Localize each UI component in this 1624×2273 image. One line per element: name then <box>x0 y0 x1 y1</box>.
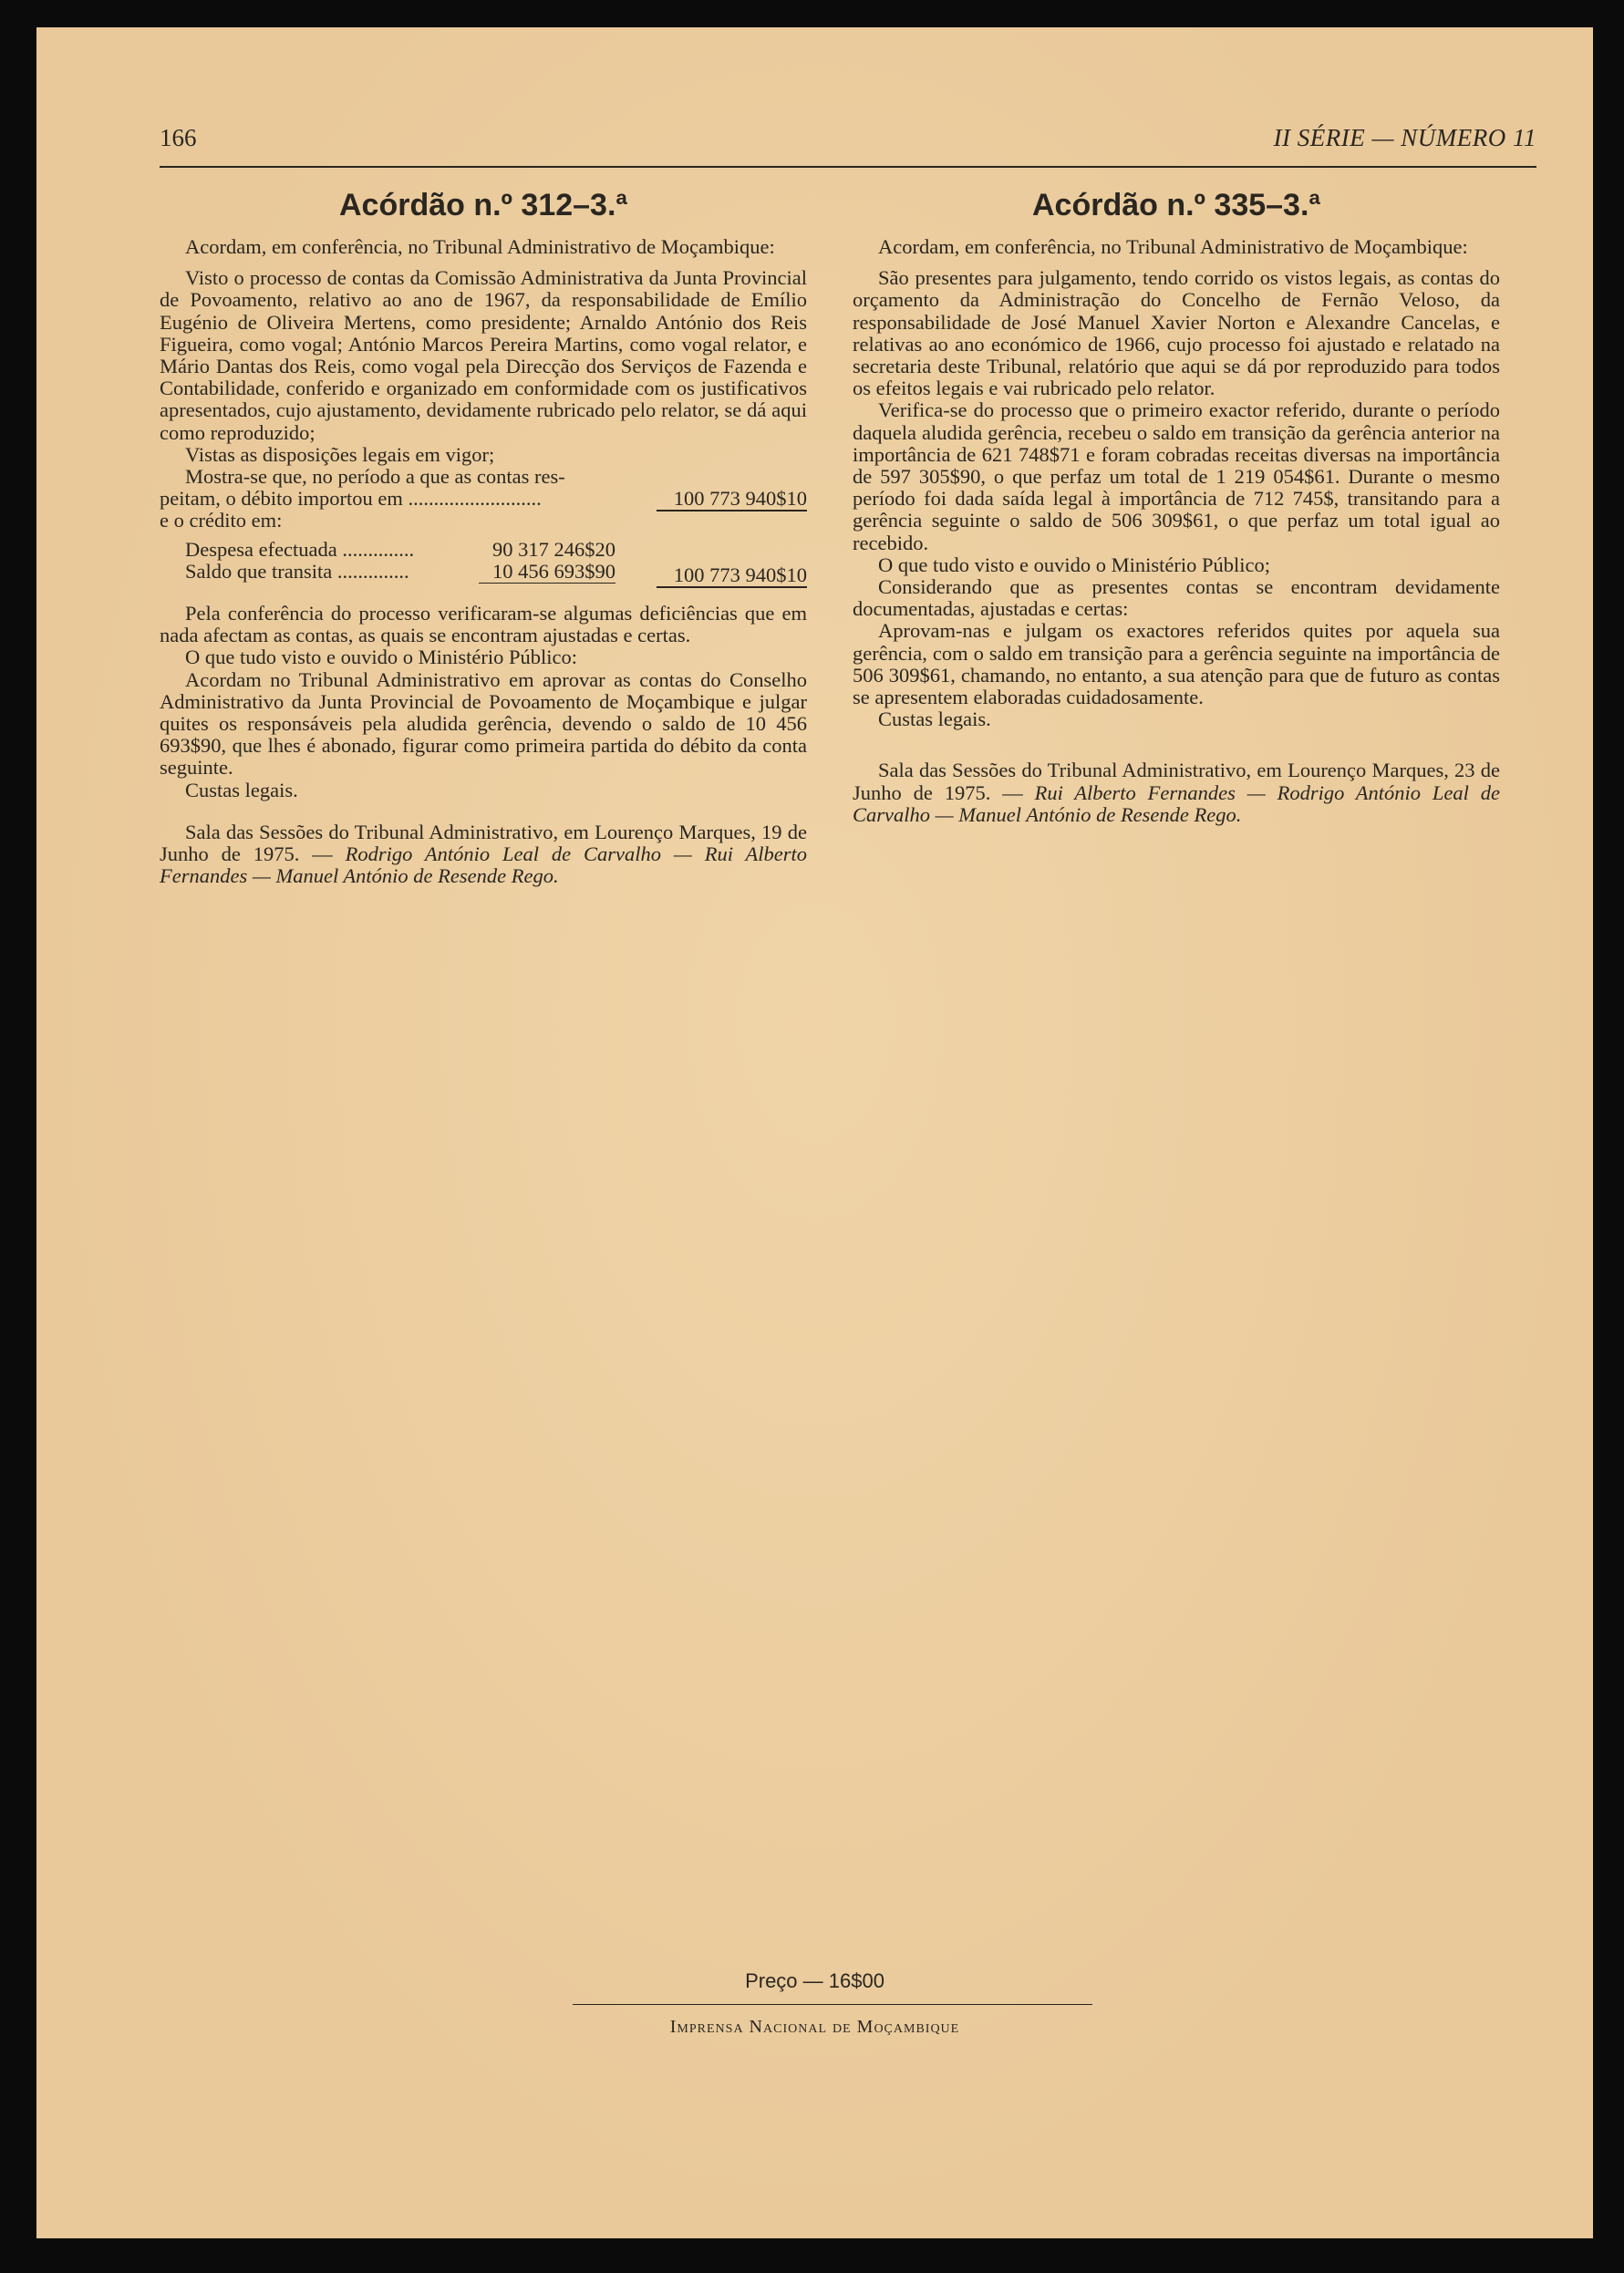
paragraph: Pela conferência do processo verificaram-se algumas deficiências que em nada afectam as contas, as quais se encontram ajustadas e certas. <box>160 602 807 647</box>
page-header <box>160 124 1536 160</box>
paragraph: São presentes para julgamento, tendo corrido os vistos legais, as contas do orçamento da Administração do Concelho de Fernão Veloso, da responsabilidade de José Manuel Xavier Norton e Alexandre Cancelas, e relativas ao ano económico de 1966, cujo processo foi ajustado e relatado na secretaria deste Tribunal, relatório que aqui se dá por reproduzido para todos os efeitos legais e vai rubricado pelo relator. <box>853 266 1500 400</box>
closing-paragraph <box>160 821 807 888</box>
debit-amount: 100 773 940$10 <box>657 488 807 511</box>
paragraph: Acordam no Tribunal Administrativo em aprovar as contas do Conselho Administrativo da Junta Provincial de Povoamento de Moçambique e julgar quites os responsáveis pela aludida gerência, devendo o saldo de 10 456 693$90, que lhes é abonado, figurar como primeira partida do débito da conta seguinte. <box>160 667 807 780</box>
despesa-label: Despesa efectuada <box>185 538 337 562</box>
paragraph: O que tudo visto e ouvido o Ministério Público; <box>878 553 1270 576</box>
signatures: Rui Alberto Fernandes — Rodrigo António Leal de Carvalho — Manuel António de Resende Rego. <box>853 780 1500 826</box>
credit-total: 100 773 940$10 <box>657 564 807 588</box>
page-number: 166 <box>160 124 197 151</box>
publisher: Imprensa Nacional de Moçambique <box>669 2017 960 2037</box>
paragraph: Acordam, em conferência, no Tribunal Administrativo de Moçambique: <box>185 235 775 258</box>
saldo-label: Saldo que transita <box>185 560 333 584</box>
closing-text: Sala das Sessões do Tribunal Administrativo, em Lourenço Marques, 23 de Junho de 1975. — <box>853 759 1500 804</box>
despesa-amount: 90 317 246$20 <box>492 538 615 562</box>
ledger-text: Mostra-se que, no período a que as contas res- <box>185 465 565 489</box>
paragraph: Custas legais. <box>878 708 991 731</box>
paragraph: O que tudo visto e ouvido o Ministério Público: <box>185 646 577 669</box>
accounts-ledger: Mostra-se que, no período a que as contas res- peitam, o débito importou em .......................... 100 773 940$10 e o crédito em: Despesa efectuada .............. 90 317 246$20 Saldo que transita .............. 10 456 693$90 100 773 940$10 <box>160 466 807 583</box>
series-number: II SÉRIE — NÚMERO 11 <box>1273 124 1536 151</box>
header-rule <box>160 166 1536 168</box>
saldo-amount: 10 456 693$90 <box>479 561 615 584</box>
right-column <box>853 187 1500 826</box>
price: Preço — 16$00 <box>745 1969 884 1992</box>
paragraph: Custas legais. <box>185 778 298 801</box>
paragraph: Aprovam-nas e julgam os exactores referidos quites por aquela sua gerência, com o saldo em transição para a gerência seguinte na importância de 506 309$61, chamando, no entanto, a sua atenção para que de futuro as contas se apresentem elaboradas cuidadosamente. <box>853 619 1500 709</box>
paragraph: Considerando que as presentes contas se encontram devidamente documentadas, ajustadas e certas: <box>853 575 1500 621</box>
paragraph: Vistas as disposições legais em vigor; <box>185 442 495 466</box>
ledger-text: peitam, o débito importou em <box>160 487 403 511</box>
footer-rule <box>573 2004 1092 2005</box>
closing-paragraph <box>853 759 1500 826</box>
document-page <box>36 27 1593 2238</box>
ruling-title-335: Acórdão n.º 335–3.ª <box>1031 188 1320 222</box>
signatures: Rodrigo António Leal de Carvalho — Rui Alberto Fernandes — Manuel António de Resende Rego. <box>160 842 807 888</box>
paragraph: Verifica-se do processo que o primeiro exactor referido, durante o período daquela aludida gerência, recebeu o saldo em transição da gerência anterior na importância de 621 748$71 e foram cobradas receitas diversas na importância de 597 305$90, o que perfaz um total de 1 219 054$61. Durante o mesmo período foi dada saída legal à importância de 712 745$, transitando para a gerência seguinte o saldo de 506 309$61, o que perfaz um total igual ao recebido. <box>853 398 1500 554</box>
closing-text: Sala das Sessões do Tribunal Administrativo, em Lourenço Marques, 19 de Junho de 1975. — <box>160 820 807 866</box>
paragraph: Visto o processo de contas da Comissão Administrativa da Junta Provincial de Povoamento, relativo ao ano de 1967, da responsabilidade de Emílio Eugénio de Oliveira Mertens, como presidente; Arnaldo António dos Reis Figueira, como vogal; António Marcos Pereira Martins, como vogal relator, e Mário Dantas dos Reis, como vogal pela Direcção dos Serviços de Fazenda e Contabilidade, conferido e organizado em conformidade com os justificativos apresentados, cujo ajustamento, devidamente rubricado pelo relator, se dá aqui como reproduzido; <box>160 266 807 444</box>
ruling-title-312: Acórdão n.º 312–3.ª <box>338 188 627 222</box>
paragraph: Acordam, em conferência, no Tribunal Administrativo de Moçambique: <box>878 235 1468 258</box>
ledger-text: e o crédito em: <box>160 509 283 532</box>
left-column <box>160 187 807 887</box>
